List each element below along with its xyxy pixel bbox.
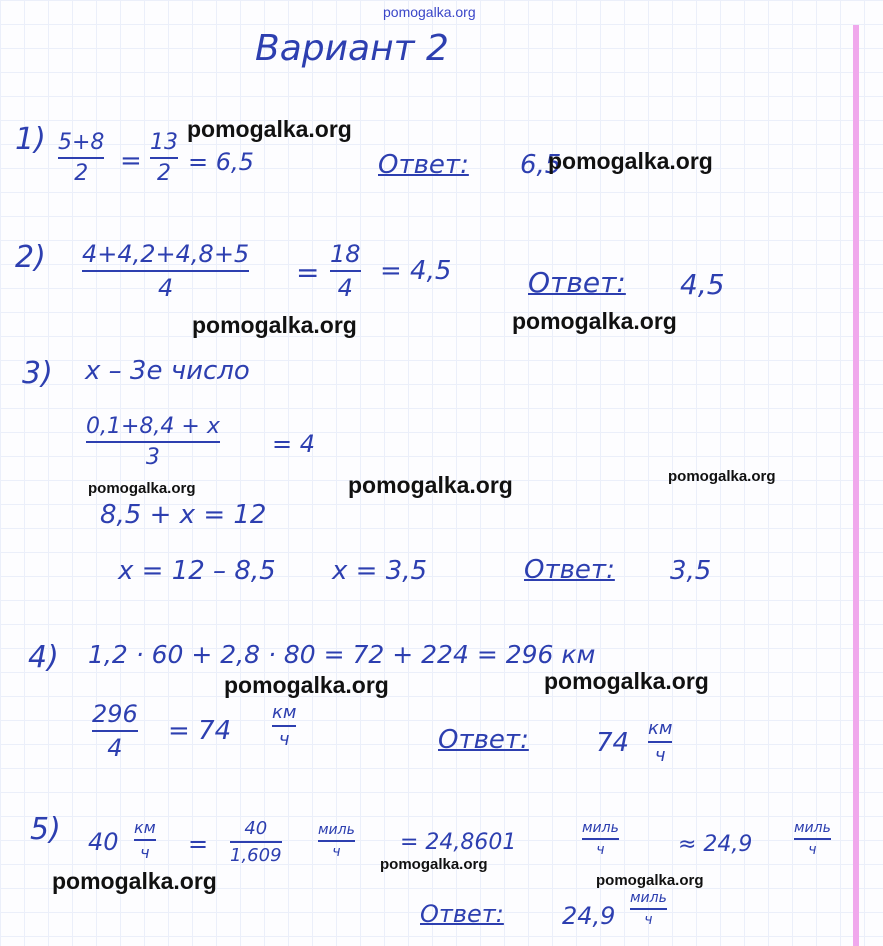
task5-answer-label: Ответ: xyxy=(420,900,504,928)
watermark: pomogalka.org xyxy=(544,668,709,694)
task3-num1: 0,1+8,4 + x xyxy=(86,414,220,439)
task5-unit3 xyxy=(582,820,619,858)
task1-num2: 13 xyxy=(150,130,178,155)
task1-den1: 2 xyxy=(74,161,89,186)
watermark: pomogalka.org xyxy=(224,672,389,698)
task4-answer-unit xyxy=(648,718,672,766)
task3-label: 3) xyxy=(22,356,53,391)
watermark: pomogalka.org xyxy=(668,468,776,485)
task4-fraction xyxy=(92,700,138,762)
task5-u3-num: миль xyxy=(582,820,619,836)
task4-answer-label: Ответ: xyxy=(438,725,529,755)
task5-eq: = xyxy=(188,830,209,858)
task4-label: 4) xyxy=(28,640,59,675)
task5-unit4 xyxy=(794,820,831,858)
task4-ans-unit-num: км xyxy=(648,718,673,739)
task5-unit1 xyxy=(134,818,156,862)
task5-u2-num: миль xyxy=(318,822,355,838)
task5-unit2 xyxy=(318,822,355,860)
task4-unit-den: ч xyxy=(278,729,290,750)
margin-line xyxy=(853,25,859,946)
task3-line2: 8,5 + x = 12 xyxy=(100,500,267,530)
task3-line3a: x = 12 – 8,5 xyxy=(118,556,276,586)
task4-line1: 1,2 · 60 + 2,8 · 80 = 72 + 224 = 296 км xyxy=(88,640,596,669)
task2-fraction-2 xyxy=(330,240,361,302)
task5-u1-num: км xyxy=(134,818,156,837)
task2-num1: 4+4,2+4,8+5 xyxy=(82,240,250,268)
task3-rhs: = 4 xyxy=(272,430,316,458)
task5-u3-den: ч xyxy=(596,842,605,858)
task5-label: 5) xyxy=(30,812,61,847)
task2-eq: = xyxy=(296,256,320,289)
task4-unit-num: км xyxy=(272,702,297,723)
task5-v4: ≈ 24,9 xyxy=(678,832,753,857)
task5-u1-den: ч xyxy=(140,843,150,862)
task4-den1: 4 xyxy=(107,734,123,762)
task3-den1: 3 xyxy=(145,445,160,470)
task2-den2: 4 xyxy=(337,274,353,302)
task5-u2-den: ч xyxy=(332,844,341,860)
task5-answer-unit xyxy=(630,890,667,928)
task4-result: = 74 xyxy=(168,716,232,746)
task5-ans-unit-num: миль xyxy=(630,890,667,906)
task5-den2: 1,609 xyxy=(230,845,282,866)
task2-answer: 4,5 xyxy=(680,268,725,301)
task2-fraction-1 xyxy=(82,240,249,302)
task2-answer-label: Ответ: xyxy=(528,266,626,299)
task1-eq: = xyxy=(120,146,142,176)
watermark: pomogalka.org xyxy=(596,872,704,889)
task1-answer: 6,5 xyxy=(520,150,562,180)
page-title: Вариант 2 xyxy=(255,28,449,69)
task1-answer-label: Ответ: xyxy=(378,150,469,180)
task5-answer: 24,9 xyxy=(562,902,616,930)
watermark: pomogalka.org xyxy=(380,856,488,873)
task2-den1: 4 xyxy=(157,274,174,302)
task3-fraction xyxy=(86,414,220,470)
task2-result: = 4,5 xyxy=(380,256,452,286)
task2-num2: 18 xyxy=(330,240,361,268)
task1-den2: 2 xyxy=(157,161,171,186)
task1-result: = 6,5 xyxy=(188,148,254,176)
task3-answer: 3,5 xyxy=(670,556,712,586)
watermark: pomogalka.org xyxy=(88,480,196,497)
task4-unit xyxy=(272,702,296,750)
watermark: pomogalka.org xyxy=(52,868,217,894)
task1-fraction-1 xyxy=(58,130,104,186)
task5-u4-num: миль xyxy=(794,820,831,836)
task1-label: 1) xyxy=(15,122,46,157)
task3-answer-label: Ответ: xyxy=(524,555,615,585)
task5-fraction xyxy=(230,818,282,866)
task4-num1: 296 xyxy=(92,700,138,728)
watermark: pomogalka.org xyxy=(348,472,513,498)
task5-v1: 40 xyxy=(88,828,119,856)
task5-u4-den: ч xyxy=(808,842,817,858)
task3-line3b: x = 3,5 xyxy=(332,556,428,586)
task5-ans-unit-den: ч xyxy=(644,912,653,928)
task1-fraction-2 xyxy=(150,130,178,186)
watermark: pomogalka.org xyxy=(548,148,713,174)
task2-label: 2) xyxy=(15,240,46,275)
task1-num1: 5+8 xyxy=(58,130,105,155)
task5-v3: = 24,8601 xyxy=(400,830,517,855)
watermark: pomogalka.org xyxy=(192,312,357,338)
task4-answer: 74 xyxy=(596,728,630,758)
task4-ans-unit-den: ч xyxy=(654,745,666,766)
task3-intro: x – 3е число xyxy=(85,356,250,386)
watermark: pomogalka.org xyxy=(512,308,677,334)
task5-num2: 40 xyxy=(244,818,268,839)
watermark: pomogalka.org xyxy=(187,116,352,142)
header-site-link: pomogalka.org xyxy=(383,4,476,20)
